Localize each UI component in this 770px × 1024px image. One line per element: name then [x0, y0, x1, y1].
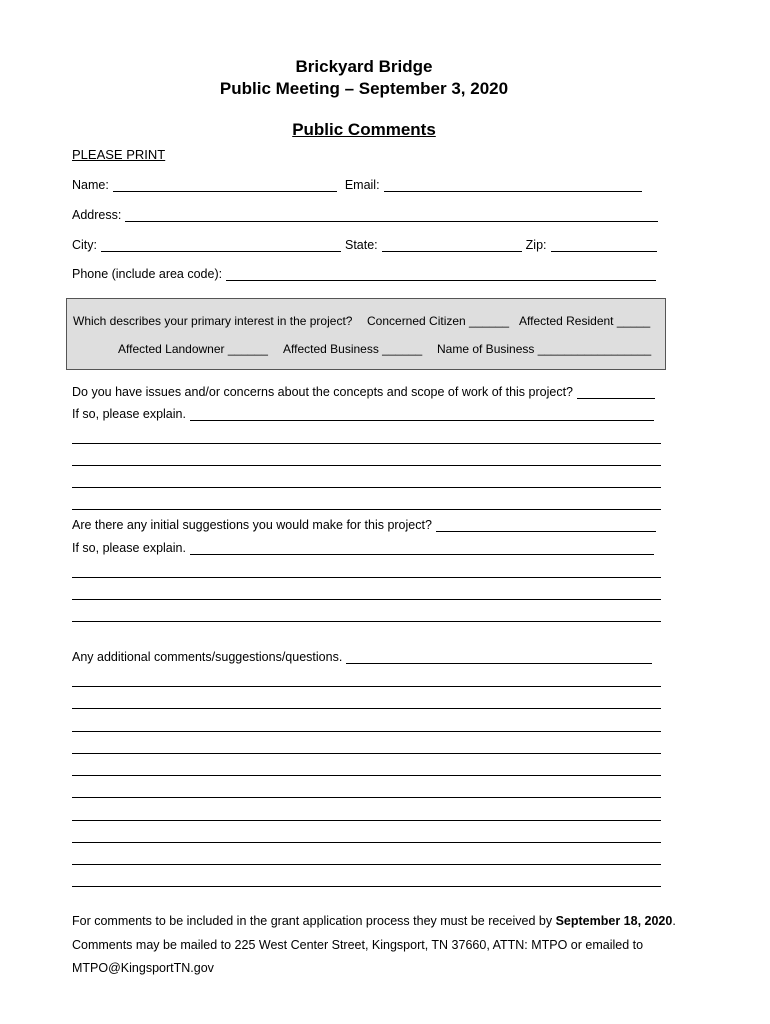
phone-row	[72, 267, 656, 281]
footer-email[interactable]: MTPO@KingsportTN.gov	[72, 961, 214, 975]
form-heading: Public Comments	[292, 120, 436, 139]
name-field[interactable]	[113, 179, 337, 192]
phone-label: Phone (include area code):	[72, 267, 223, 281]
address-field[interactable]	[125, 209, 658, 222]
option-affected-resident[interactable]: Affected Resident _____	[519, 314, 651, 328]
footer-deadline-end: .	[672, 914, 676, 928]
issues-line[interactable]	[72, 487, 661, 488]
form-title: Brickyard Bridge	[295, 57, 433, 76]
suggestions-question: Are there any initial suggestions you would make for this project?	[72, 518, 432, 532]
additional-line[interactable]	[72, 864, 661, 865]
state-field[interactable]	[382, 239, 522, 252]
state-label: State:	[345, 238, 378, 252]
suggestions-explain-label: If so, please explain.	[72, 541, 186, 555]
additional-line[interactable]	[72, 797, 661, 798]
city-field[interactable]	[101, 239, 341, 252]
issues-question-row	[72, 385, 655, 399]
footer-deadline	[72, 914, 676, 928]
please-print-instruction: PLEASE PRINT	[72, 147, 166, 162]
suggestions-explain-field[interactable]	[190, 542, 654, 555]
issues-explain-label: If so, please explain.	[72, 407, 186, 421]
additional-field[interactable]	[346, 651, 652, 664]
additional-line[interactable]	[72, 731, 661, 732]
address-label: Address:	[72, 208, 122, 222]
zip-field[interactable]	[551, 239, 657, 252]
option-affected-landowner[interactable]: Affected Landowner ______	[118, 342, 268, 356]
issues-question: Do you have issues and/or concerns about the concepts and scope of work of this project?	[72, 385, 573, 399]
suggestions-answer-field[interactable]	[436, 519, 656, 532]
additional-row	[72, 650, 652, 664]
city-label: City:	[72, 238, 97, 252]
interest-question: Which describes your primary interest in the project?	[73, 314, 353, 328]
additional-label: Any additional comments/suggestions/questions.	[72, 650, 343, 664]
interest-box	[66, 298, 666, 370]
name-email-row	[72, 178, 642, 192]
additional-line[interactable]	[72, 775, 661, 776]
additional-line[interactable]	[72, 820, 661, 821]
suggestions-explain-row	[72, 541, 654, 555]
footer-deadline-text: For comments to be included in the grant application process they must be received by	[72, 914, 556, 928]
issues-explain-row	[72, 407, 654, 421]
name-label: Name:	[72, 178, 109, 192]
suggestions-question-row	[72, 518, 656, 532]
option-concerned-citizen[interactable]: Concerned Citizen ______	[367, 314, 510, 328]
address-row	[72, 208, 658, 222]
suggestions-line[interactable]	[72, 577, 661, 578]
phone-field[interactable]	[226, 268, 656, 281]
email-field[interactable]	[384, 179, 642, 192]
issues-answer-field[interactable]	[577, 386, 655, 399]
issues-line[interactable]	[72, 465, 661, 466]
issues-explain-field[interactable]	[190, 408, 654, 421]
additional-line[interactable]	[72, 753, 661, 754]
option-affected-business[interactable]: Affected Business ______	[283, 342, 423, 356]
additional-line[interactable]	[72, 708, 661, 709]
issues-line[interactable]	[72, 509, 661, 510]
city-state-zip-row	[72, 238, 657, 252]
email-label: Email:	[344, 178, 380, 192]
additional-line[interactable]	[72, 686, 661, 687]
zip-label: Zip:	[525, 238, 547, 252]
footer-deadline-date: September 18, 2020	[555, 914, 673, 928]
suggestions-line[interactable]	[72, 599, 661, 600]
additional-line[interactable]	[72, 842, 661, 843]
option-business-name[interactable]: Name of Business _________________	[437, 342, 652, 356]
additional-line[interactable]	[72, 886, 661, 887]
form-subtitle: Public Meeting – September 3, 2020	[219, 79, 509, 98]
issues-line[interactable]	[72, 443, 661, 444]
footer-mail-address: Comments may be mailed to 225 West Center Street, Kingsport, TN 37660, ATTN: MTPO or emailed to	[72, 938, 644, 952]
suggestions-line[interactable]	[72, 621, 661, 622]
